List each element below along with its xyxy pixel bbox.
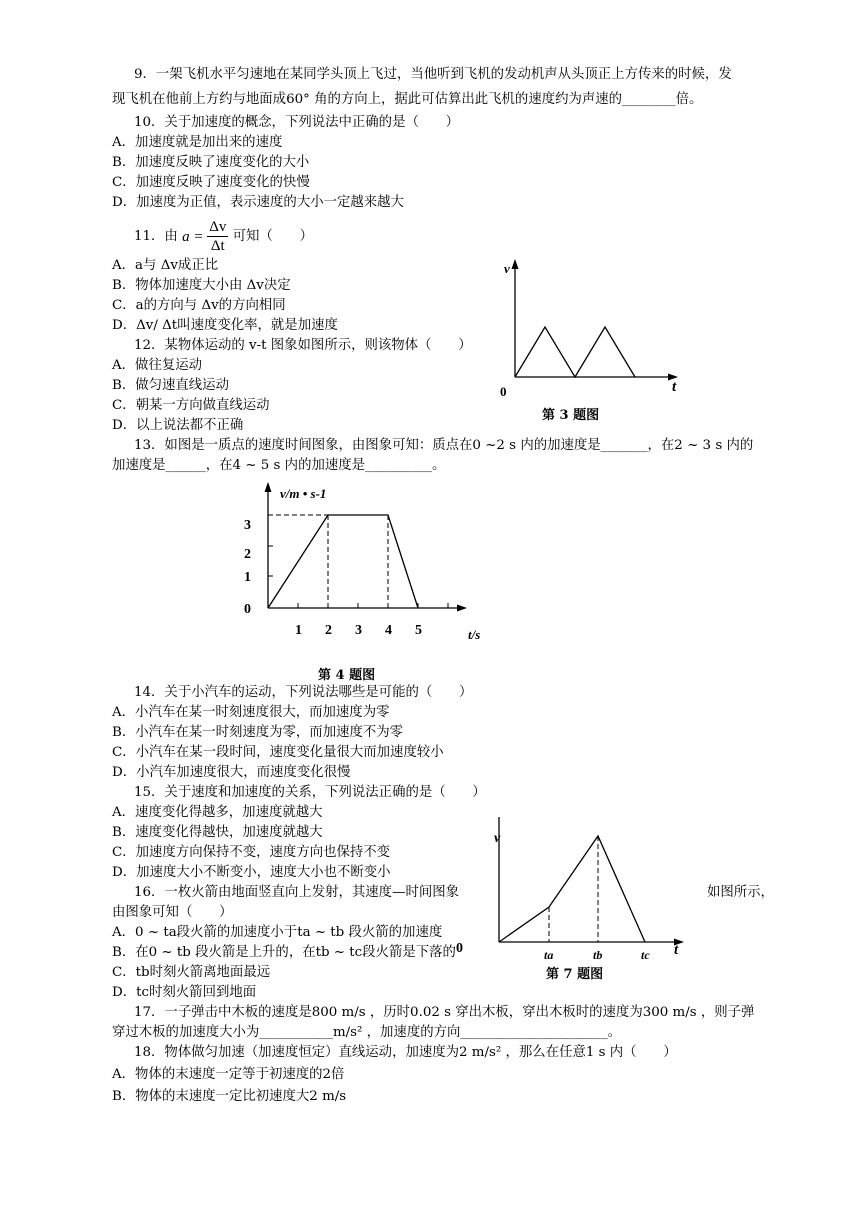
q13-line1: 13．如图是一质点的速度时间图象，由图象可知：质点在0 ~2 s 内的加速度是_______，在2 ~ 3 s 内的 <box>134 438 754 453</box>
figure-7 <box>452 812 692 987</box>
fig7-x-tick-tb: tb <box>593 948 603 962</box>
fig7-x-tick-ta: ta <box>544 948 554 962</box>
fig4-y-tick-1: 1 <box>244 570 251 585</box>
q18-option-a: A．物体的末速度一定等于初速度的2倍 <box>112 1067 345 1082</box>
q10-option-a: A．加速度就是加出来的速度 <box>112 135 283 150</box>
fig4-x-tick-3: 3 <box>355 623 362 638</box>
q18-option-b: B．物体的末速度一定比初速度大2 m/s <box>112 1089 347 1104</box>
q12-option-c: C．朝某一方向做直线运动 <box>112 398 270 413</box>
fig3-origin: 0 <box>500 384 507 399</box>
fig4-x-tick-1: 1 <box>295 623 302 638</box>
q12-option-d: D．以上说法都不正确 <box>112 418 244 433</box>
fig4-y-tick-3: 3 <box>244 518 251 533</box>
q9-line1: 9．一架飞机水平匀速地在某同学头顶上飞过，当他听到飞机的发动机声从头顶正上方传来的时候，发 <box>134 67 732 82</box>
formula-numerator: Δv <box>209 219 227 236</box>
q11-option-c: C．a的方向与 Δv的方向相同 <box>112 298 286 313</box>
fig7-x-tick-tc: tc <box>641 948 650 962</box>
formula-denominator: Δt <box>210 238 225 255</box>
fig4-x-tick-5: 5 <box>415 623 422 638</box>
fig4-y-tick-0: 0 <box>244 602 251 617</box>
q11-stem <box>134 218 313 255</box>
q16-stem-tail: 如图所示， <box>707 885 774 900</box>
fig3-y-label: v <box>504 261 510 276</box>
q16-option-c: C．tb时刻火箭离地面最远 <box>112 965 271 980</box>
q16-stem-line2: 由图象可知（ ） <box>112 905 233 920</box>
q10-option-b: B．加速度反映了速度变化的大小 <box>112 155 310 170</box>
q14-option-a: A．小汽车在某一时刻速度很大，而加速度为零 <box>112 705 390 720</box>
figure-3 <box>486 255 706 425</box>
q14-option-b: B．小汽车在某一时刻速度为零，而加速度不为零 <box>112 725 404 740</box>
q14-stem: 14．关于小汽车的运动，下列说法哪些是可能的（ ） <box>134 685 473 700</box>
q15-stem: 15．关于速度和加速度的关系，下列说法正确的是（ ） <box>134 785 486 800</box>
fig3-caption: 第 3 题图 <box>542 408 600 423</box>
q16-option-b: B．在0 ~ tb 段火箭是上升的，在tb ~ tc段火箭是下落的 <box>112 945 456 960</box>
fig7-y-label: v <box>494 831 501 846</box>
q15-option-a: A．速度变化得越多，加速度就越大 <box>112 805 323 820</box>
q12-option-b: B．做匀速直线运动 <box>112 378 229 393</box>
q14-option-d: D．小汽车加速度很大，而速度变化很慢 <box>112 765 351 780</box>
q14-option-c: C．小汽车在某一段时间，速度变化量很大而加速度较小 <box>112 745 444 760</box>
q10-stem: 10．关于加速度的概念，下列说法中正确的是（ ） <box>134 115 460 130</box>
q11-number: 11．由 <box>134 229 178 245</box>
fig7-origin: 0 <box>456 941 463 956</box>
q13-line2: 加速度是______，在4 ~ 5 s 内的加速度是__________。 <box>112 458 446 473</box>
fig4-caption: 第 4 题图 <box>318 668 376 683</box>
fig7-caption: 第 7 题图 <box>546 967 604 982</box>
q16-option-a: A．0 ~ ta段火箭的加速度小于ta ~ tb 段火箭的加速度 <box>112 925 443 940</box>
fig4-x-tick-2: 2 <box>325 623 332 638</box>
q15-option-b: B．速度变化得越快，加速度就越大 <box>112 825 323 840</box>
q11-option-b: B．物体加速度大小由 Δv决定 <box>112 278 291 293</box>
fig4-x-tick-4: 4 <box>385 623 392 638</box>
fig4-x-label: t/s <box>468 627 481 642</box>
q18-stem: 18．物体做匀加速（加速度恒定）直线运动，加速度为2 m/s² ，那么在任意1 s 内（ ） <box>134 1045 677 1060</box>
q10-option-d: D．加速度为正值，表示速度的大小一定越来越大 <box>112 195 404 210</box>
figure-4 <box>238 476 498 646</box>
fig7-x-label: t <box>674 942 679 958</box>
q11-option-a: A．a与 Δv成正比 <box>112 258 219 273</box>
q12-stem: 12．某物体运动的 v-t 图象如图所示，则该物体（ ） <box>134 338 472 353</box>
fig3-x-label: t <box>672 379 677 395</box>
fig4-y-tick-2: 2 <box>244 547 251 562</box>
q11-option-d: D．Δv/ Δt叫速度变化率，就是加速度 <box>112 318 338 333</box>
formula-lhs: a = <box>182 228 204 245</box>
q9-line2: 现飞机在他前上方约与地面成60° 角的方向上，据此可估算出此飞机的速度约为声速的________倍。 <box>112 92 703 107</box>
q11-tail: 可知（ ） <box>232 229 313 245</box>
q15-option-d: D．加速度大小不断变小，速度大小也不断变小 <box>112 865 391 880</box>
q17-line2: 穿过木板的加速度大小为___________m/s² ，加速度的方向______________________。 <box>112 1025 622 1040</box>
q16-stem: 16．一枚火箭由地面竖直向上发射，其速度—时间图象 <box>134 885 460 900</box>
fig4-y-label: v/m • s-1 <box>280 486 327 501</box>
q12-option-a: A．做往复运动 <box>112 358 203 373</box>
q17-line1: 17．一子弹击中木板的速度是800 m/s ，历时0.02 s 穿出木板，穿出木板时的速度为300 m/s ，则子弹 <box>134 1005 755 1020</box>
q15-option-c: C．加速度方向保持不变，速度方向也保持不变 <box>112 845 391 860</box>
q16-option-d: D．tc时刻火箭回到地面 <box>112 985 257 1000</box>
q10-option-c: C．加速度反映了速度变化的快慢 <box>112 175 310 190</box>
q11-formula <box>182 218 228 255</box>
